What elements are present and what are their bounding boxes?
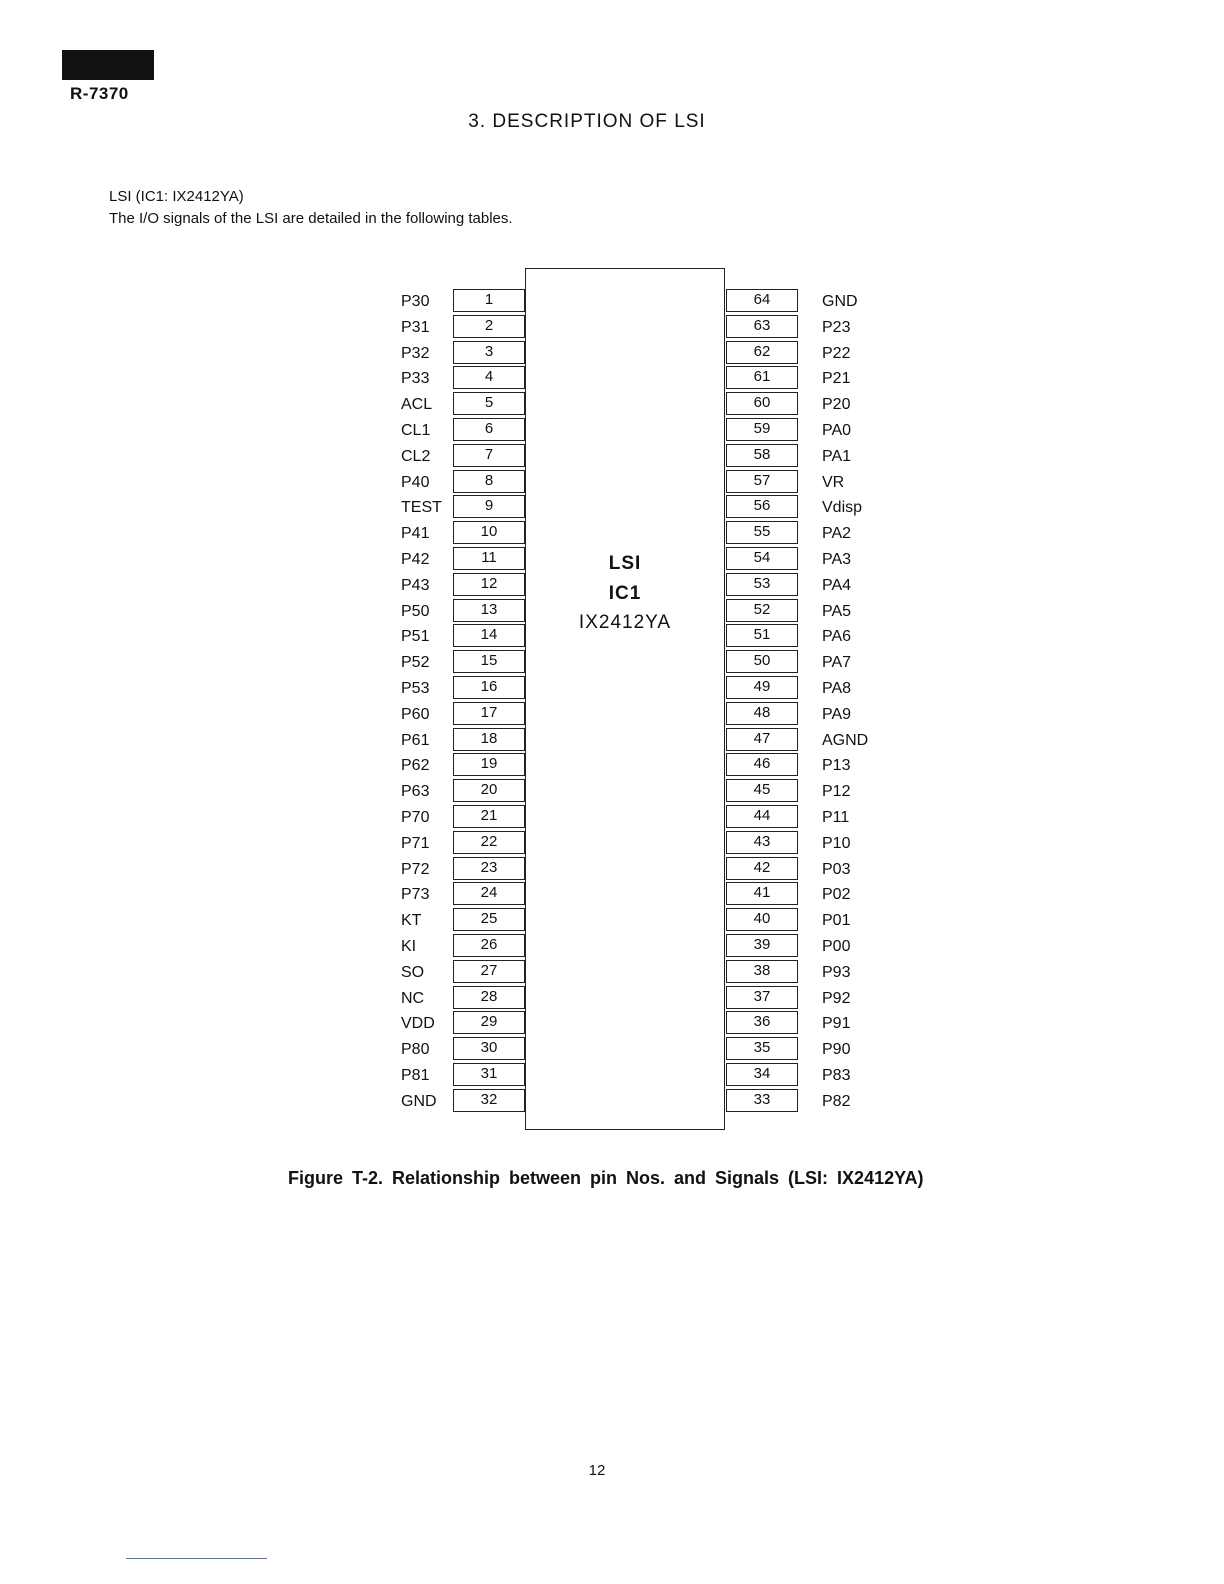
right-pin-number: 55 bbox=[726, 521, 798, 544]
right-pin-number: 50 bbox=[726, 650, 798, 673]
chip-label-lsi: LSI bbox=[608, 553, 642, 574]
left-pin-signal: P73 bbox=[401, 886, 430, 903]
left-pin-number: 28 bbox=[453, 986, 525, 1009]
left-pin-number: 20 bbox=[453, 779, 525, 802]
right-pin-number: 38 bbox=[726, 960, 798, 983]
left-pin-signal: CL1 bbox=[401, 422, 431, 439]
model-number: R-7370 bbox=[70, 84, 129, 103]
right-pin-signal: P93 bbox=[822, 964, 851, 981]
left-pin-number: 8 bbox=[453, 470, 525, 493]
left-pin-signal: P41 bbox=[401, 525, 430, 542]
left-pin-signal: KT bbox=[401, 912, 422, 929]
right-pin-signal: PA1 bbox=[822, 448, 852, 465]
right-pin-signal: P83 bbox=[822, 1067, 851, 1084]
right-pin-number: 48 bbox=[726, 702, 798, 725]
right-pin-number: 37 bbox=[726, 986, 798, 1009]
right-pin-signal: P21 bbox=[822, 370, 851, 387]
left-pin-signal: P42 bbox=[401, 551, 430, 568]
right-pin-number: 61 bbox=[726, 366, 798, 389]
right-pin-signal: P22 bbox=[822, 345, 851, 362]
left-pin-signal: P50 bbox=[401, 603, 430, 620]
left-pin-number: 29 bbox=[453, 1011, 525, 1034]
left-pin-number: 26 bbox=[453, 934, 525, 957]
left-pin-number: 9 bbox=[453, 495, 525, 518]
right-pin-signal: P02 bbox=[822, 886, 851, 903]
left-pin-signal: P61 bbox=[401, 732, 430, 749]
left-pin-signal: P31 bbox=[401, 319, 430, 336]
right-pin-signal: PA3 bbox=[822, 551, 852, 568]
left-pin-number: 12 bbox=[453, 573, 525, 596]
left-pin-number: 27 bbox=[453, 960, 525, 983]
left-pin-number: 1 bbox=[453, 289, 525, 312]
left-pin-number: 30 bbox=[453, 1037, 525, 1060]
right-pin-signal: P82 bbox=[822, 1093, 851, 1110]
right-pin-number: 44 bbox=[726, 805, 798, 828]
right-pin-signal: PA4 bbox=[822, 577, 852, 594]
right-pin-signal: AGND bbox=[822, 732, 869, 749]
right-pin-number: 49 bbox=[726, 676, 798, 699]
left-pin-signal: P53 bbox=[401, 680, 430, 697]
right-pin-signal: VR bbox=[822, 474, 845, 491]
left-pin-signal: TEST bbox=[401, 499, 442, 516]
left-pin-number: 25 bbox=[453, 908, 525, 931]
left-pin-signal: P52 bbox=[401, 654, 430, 671]
left-pin-number: 17 bbox=[453, 702, 525, 725]
right-pin-number: 57 bbox=[726, 470, 798, 493]
right-pin-number: 43 bbox=[726, 831, 798, 854]
left-pin-signal: P62 bbox=[401, 757, 430, 774]
right-pin-signal: PA0 bbox=[822, 422, 852, 439]
left-pin-number: 14 bbox=[453, 624, 525, 647]
right-pin-signal: P91 bbox=[822, 1015, 851, 1032]
right-pin-signal: P11 bbox=[822, 809, 850, 826]
figure-caption: Figure T-2. Relationship between pin Nos. and Signals (LSI: IX2412YA) bbox=[288, 1168, 924, 1188]
left-pin-number: 21 bbox=[453, 805, 525, 828]
left-pin-number: 22 bbox=[453, 831, 525, 854]
right-pin-signal: PA2 bbox=[822, 525, 852, 542]
right-pin-signal: P13 bbox=[822, 757, 851, 774]
left-pin-number: 15 bbox=[453, 650, 525, 673]
right-pin-signal: GND bbox=[822, 293, 858, 310]
left-pin-signal: P60 bbox=[401, 706, 430, 723]
left-pin-signal: P40 bbox=[401, 474, 430, 491]
chip-label-part: IX2412YA bbox=[578, 612, 672, 633]
left-pin-signal: P72 bbox=[401, 861, 430, 878]
right-pin-signal: P03 bbox=[822, 861, 851, 878]
left-pin-number: 18 bbox=[453, 728, 525, 751]
left-pin-signal: VDD bbox=[401, 1015, 435, 1032]
left-pin-number: 24 bbox=[453, 882, 525, 905]
left-pin-number: 4 bbox=[453, 366, 525, 389]
left-pin-signal: P51 bbox=[401, 628, 430, 645]
right-pin-number: 53 bbox=[726, 573, 798, 596]
right-pin-number: 42 bbox=[726, 857, 798, 880]
intro-text: The I/O signals of the LSI are detailed in the following tables. bbox=[109, 210, 513, 227]
right-pin-number: 54 bbox=[726, 547, 798, 570]
right-pin-signal: PA5 bbox=[822, 603, 852, 620]
right-pin-signal: P20 bbox=[822, 396, 851, 413]
right-pin-number: 56 bbox=[726, 495, 798, 518]
left-pin-number: 3 bbox=[453, 341, 525, 364]
right-pin-number: 46 bbox=[726, 753, 798, 776]
left-pin-signal: NC bbox=[401, 990, 425, 1007]
right-pin-signal: Vdisp bbox=[822, 499, 863, 516]
right-pin-signal: PA7 bbox=[822, 654, 852, 671]
right-pin-number: 33 bbox=[726, 1089, 798, 1112]
left-pin-signal: P63 bbox=[401, 783, 430, 800]
left-pin-number: 6 bbox=[453, 418, 525, 441]
right-pin-number: 59 bbox=[726, 418, 798, 441]
right-pin-number: 47 bbox=[726, 728, 798, 751]
right-pin-signal: P12 bbox=[822, 783, 851, 800]
left-pin-signal: SO bbox=[401, 964, 425, 981]
left-pin-number: 16 bbox=[453, 676, 525, 699]
left-pin-signal: ACL bbox=[401, 396, 433, 413]
left-pin-number: 32 bbox=[453, 1089, 525, 1112]
left-pin-signal: P81 bbox=[401, 1067, 430, 1084]
left-pin-signal: P43 bbox=[401, 577, 430, 594]
right-pin-number: 45 bbox=[726, 779, 798, 802]
right-pin-signal: P23 bbox=[822, 319, 851, 336]
left-pin-signal: P33 bbox=[401, 370, 430, 387]
right-pin-number: 62 bbox=[726, 341, 798, 364]
left-pin-number: 10 bbox=[453, 521, 525, 544]
right-pin-signal: P90 bbox=[822, 1041, 851, 1058]
left-pin-number: 11 bbox=[453, 547, 525, 570]
left-pin-signal: P70 bbox=[401, 809, 430, 826]
section-title: 3. DESCRIPTION OF LSI bbox=[468, 111, 706, 132]
left-pin-signal: KI bbox=[401, 938, 417, 955]
left-pin-signal: P71 bbox=[401, 835, 430, 852]
logo-block bbox=[62, 50, 154, 80]
right-pin-number: 41 bbox=[726, 882, 798, 905]
left-pin-signal: P80 bbox=[401, 1041, 430, 1058]
left-pin-number: 7 bbox=[453, 444, 525, 467]
left-pin-signal: CL2 bbox=[401, 448, 431, 465]
right-pin-signal: PA9 bbox=[822, 706, 852, 723]
page-number: 12 bbox=[588, 1462, 606, 1479]
right-pin-signal: P01 bbox=[822, 912, 851, 929]
right-pin-signal: P92 bbox=[822, 990, 851, 1007]
left-pin-number: 5 bbox=[453, 392, 525, 415]
right-pin-number: 34 bbox=[726, 1063, 798, 1086]
right-pin-number: 39 bbox=[726, 934, 798, 957]
right-pin-number: 35 bbox=[726, 1037, 798, 1060]
left-pin-number: 2 bbox=[453, 315, 525, 338]
right-pin-number: 58 bbox=[726, 444, 798, 467]
right-pin-number: 64 bbox=[726, 289, 798, 312]
left-pin-number: 23 bbox=[453, 857, 525, 880]
right-pin-number: 63 bbox=[726, 315, 798, 338]
right-pin-signal: PA6 bbox=[822, 628, 852, 645]
right-pin-number: 51 bbox=[726, 624, 798, 647]
left-pin-number: 31 bbox=[453, 1063, 525, 1086]
right-pin-number: 60 bbox=[726, 392, 798, 415]
right-pin-number: 52 bbox=[726, 599, 798, 622]
right-pin-number: 36 bbox=[726, 1011, 798, 1034]
chip-label-ic: IC1 bbox=[608, 583, 642, 604]
right-pin-signal: PA8 bbox=[822, 680, 852, 697]
left-pin-signal: GND bbox=[401, 1093, 437, 1110]
lsi-identifier: LSI (IC1: IX2412YA) bbox=[109, 188, 244, 205]
left-pin-number: 19 bbox=[453, 753, 525, 776]
chip-body bbox=[525, 268, 725, 1130]
bottom-rule bbox=[126, 1558, 267, 1559]
left-pin-signal: P30 bbox=[401, 293, 430, 310]
right-pin-number: 40 bbox=[726, 908, 798, 931]
right-pin-signal: P00 bbox=[822, 938, 851, 955]
right-pin-signal: P10 bbox=[822, 835, 851, 852]
left-pin-number: 13 bbox=[453, 599, 525, 622]
left-pin-signal: P32 bbox=[401, 345, 430, 362]
